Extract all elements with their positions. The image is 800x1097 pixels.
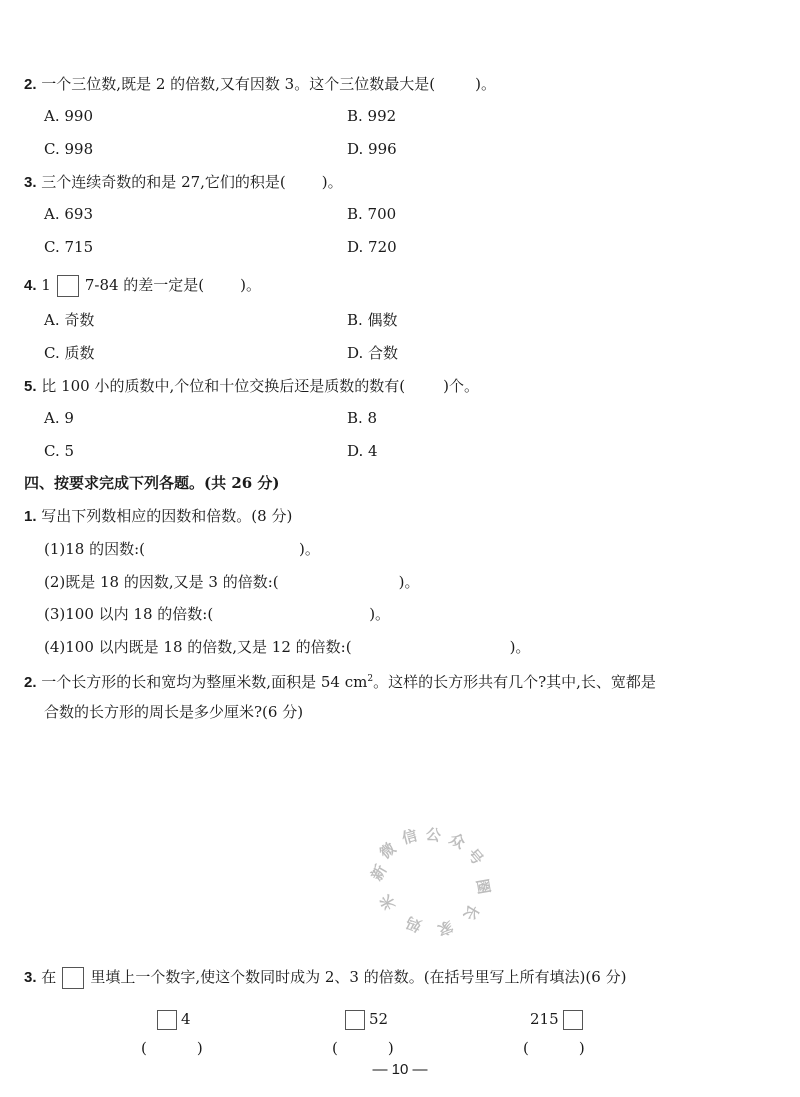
problem-text-cont: 。这样的长方形共有几个?其中,长、宽都是 <box>373 673 656 691</box>
option-a[interactable]: A. 990 <box>44 107 93 125</box>
question-5 <box>24 376 479 397</box>
open-paren: ( <box>332 1039 338 1057</box>
option-d[interactable]: D. 4 <box>347 442 378 460</box>
question-number: 4. <box>24 277 37 294</box>
section-title: 四、按要求完成下列各题。 <box>24 474 205 492</box>
digit-box[interactable] <box>157 1010 177 1030</box>
problem-text: 写出下列数相应的因数和倍数。(8 分) <box>41 507 293 525</box>
close-paren: ) <box>387 1039 394 1057</box>
fill-item-1-answer[interactable] <box>141 1038 203 1058</box>
sub-question-text: (4)100 以内既是 18 的倍数,又是 12 的倍数:( <box>44 638 352 656</box>
question-text: 比 100 小的质数中,个位和十位交换后还是质数的数有( <box>41 377 406 395</box>
question-tail: )。 <box>321 173 343 191</box>
answer-area[interactable] <box>24 730 774 950</box>
problem-number: 2. <box>24 674 37 691</box>
digit-box <box>62 967 84 989</box>
option-c[interactable]: C. 质数 <box>44 344 95 362</box>
option-a[interactable]: A. 9 <box>44 409 74 427</box>
sub-question-text: (2)既是 18 的因数,又是 3 的倍数:( <box>44 573 279 591</box>
option-b[interactable]: B. 992 <box>347 107 397 125</box>
question-3 <box>24 172 343 193</box>
question-tail: )。 <box>240 276 262 294</box>
problem-prefix: 在 <box>41 968 57 986</box>
option-d[interactable]: D. 996 <box>347 140 397 158</box>
sub-question-2 <box>44 572 420 592</box>
open-paren: ( <box>523 1039 529 1057</box>
option-a[interactable]: A. 693 <box>44 205 93 223</box>
question-number: 2. <box>24 76 37 93</box>
page-number: — 10 — <box>372 1061 428 1078</box>
sub-question-text: (1)18 的因数:( <box>44 540 146 558</box>
section-score: (共 26 分) <box>204 474 280 492</box>
question-text: 三个连续奇数的和是 27,它们的积是( <box>41 173 286 191</box>
fill-item-3 <box>530 1008 583 1030</box>
problem-2 <box>24 669 656 693</box>
question-number: 5. <box>24 378 37 395</box>
option-a[interactable]: A. 奇数 <box>44 311 95 329</box>
superscript: 2 <box>367 674 374 684</box>
digit-box[interactable] <box>57 275 79 297</box>
option-d[interactable]: D. 720 <box>347 238 397 256</box>
sub-question-tail: )。 <box>369 605 391 623</box>
sub-question-text: (3)100 以内 18 的倍数:( <box>44 605 214 623</box>
item-suffix: 4 <box>181 1010 191 1028</box>
fill-item-2-answer[interactable] <box>332 1038 394 1058</box>
question-prefix: 1 <box>41 276 51 294</box>
digit-box[interactable] <box>345 1010 365 1030</box>
sub-question-tail: )。 <box>509 638 531 656</box>
option-c[interactable]: C. 998 <box>44 140 94 158</box>
item-prefix: 215 <box>530 1010 559 1028</box>
option-b[interactable]: B. 700 <box>347 205 397 223</box>
sub-question-1 <box>44 539 320 559</box>
section-heading <box>24 473 280 493</box>
problem-text: 里填上一个数字,使这个数同时成为 2、3 的倍数。(在括号里写上所有填法)(6 分) <box>90 968 627 986</box>
fill-item-2 <box>345 1008 388 1030</box>
question-tail: )。 <box>475 75 496 93</box>
question-2 <box>24 74 496 95</box>
fill-item-1 <box>157 1008 191 1030</box>
problem-3 <box>24 966 626 989</box>
problem-number: 3. <box>24 969 37 986</box>
sub-question-tail: )。 <box>299 540 320 558</box>
option-c[interactable]: C. 715 <box>44 238 94 256</box>
problem-text: 一个长方形的长和宽均为整厘米数,面积是 54 cm <box>41 673 368 691</box>
problem-1 <box>24 506 292 527</box>
option-b[interactable]: B. 8 <box>347 409 378 427</box>
question-4 <box>24 274 261 297</box>
close-paren: ) <box>578 1039 585 1057</box>
item-suffix: 52 <box>369 1010 389 1028</box>
question-text: 一个三位数,既是 2 的倍数,又有因数 3。这个三位数最大是( <box>41 75 436 93</box>
close-paren: ) <box>196 1039 203 1057</box>
problem-2-line-2: 合数的长方形的周长是多少厘米?(6 分) <box>44 703 304 721</box>
sub-question-tail: )。 <box>398 573 420 591</box>
question-tail: )个。 <box>443 377 479 395</box>
sub-question-4 <box>44 637 530 657</box>
option-c[interactable]: C. 5 <box>44 442 75 460</box>
problem-number: 1. <box>24 508 37 525</box>
open-paren: ( <box>141 1039 147 1057</box>
watermark-seal: 新 微 信 公 众 号 圈 长 家 妈 米 <box>367 824 494 940</box>
question-text: 7-84 的差一定是( <box>84 276 205 294</box>
fill-item-3-answer[interactable] <box>523 1038 585 1058</box>
option-b[interactable]: B. 偶数 <box>347 311 398 329</box>
option-d[interactable]: D. 合数 <box>347 344 399 362</box>
question-number: 3. <box>24 174 37 191</box>
digit-box[interactable] <box>563 1010 583 1030</box>
sub-question-3 <box>44 604 390 624</box>
